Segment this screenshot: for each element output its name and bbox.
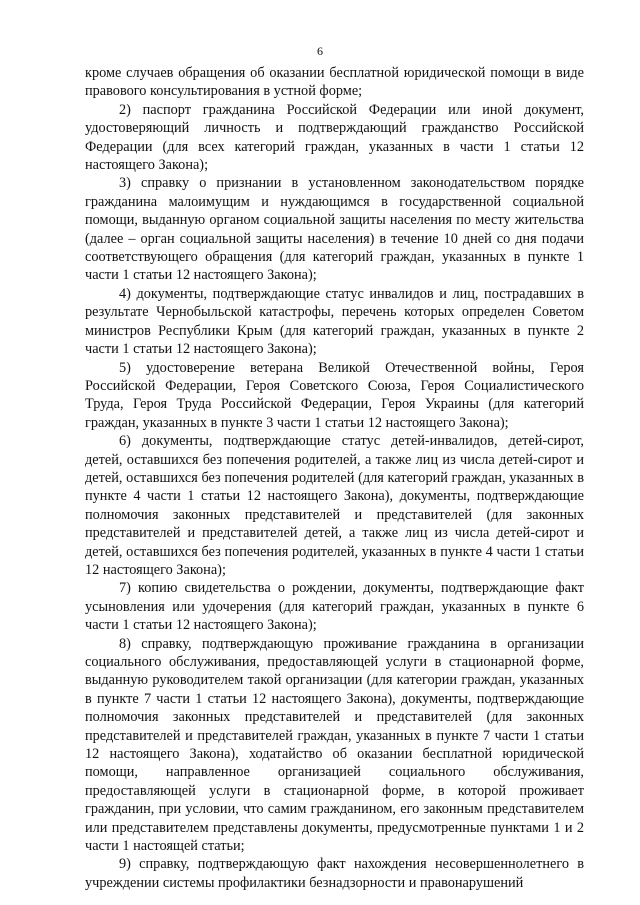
paragraph-item-6: 6) документы, подтверждающие статус детей-инвалидов, детей-сирот, детей, оставшихся без попечения родителей, а также лиц из числа детей-сирот и детей, оставшихся без попечения родителей (для категорий граждан, указанных в пункте 4 части 1 статьи 12 настоящего Закона), документы, подтверждающие полномочия законных представителей и представителей (для законных представителей и представителей детей, а также лиц из числа детей-сирот и детей, оставшихся без попечения родителей, указанных в пункте 4 части 1 статьи 12 настоящего Закона); bbox=[85, 433, 584, 578]
document-body bbox=[85, 64, 584, 892]
paragraph-item-9: 9) справку, подтверждающую факт нахождения несовершеннолетнего в учреждении системы профилактики безнадзорности и правонарушений bbox=[85, 856, 584, 891]
paragraph-item-8: 8) справку, подтверждающую проживание гражданина в организации социального обслуживания, предоставляющей услуги в стационарной форме, выданную руководителем такой организации (для категории граждан, указанных в пункте 7 части 1 статьи 12 настоящего Закона), документы, подтверждающие полномочия законных представителей и представителей (для законных представителей и представителей граждан, указанных в пункте 7 части 1 статьи 12 настоящего Закона), ходатайство об оказании бесплатной юридической помощи, направленное организацией социального обслуживания, предоставляющей услуги в стационарной форме, в которой проживает гражданин, при условии, что самим гражданином, его законным представителем или представителем представлены документы, предусмотренные пунктами 1 и 2 части 1 настоящей статьи; bbox=[85, 635, 584, 855]
paragraph-continuation: кроме случаев обращения об оказании бесплатной юридической помощи в виде правового консультирования в устной форме; bbox=[85, 65, 584, 100]
paragraph-item-7: 7) копию свидетельства о рождении, документы, подтверждающие факт усыновления или удочерения (для категорий граждан, указанных в пункте 6 части 1 статьи 12 настоящего Закона); bbox=[85, 580, 584, 634]
paragraph-item-3: 3) справку о признании в установленном законодательством порядке гражданина малоимущим и нуждающимся в государственной социальной помощи, выданную органом социальной защиты населения по месту жительства (далее – орган социальной защиты населения) в течение 10 дней со дня подачи соответствующего обращения (для категорий граждан, указанных в пункте 1 части 1 статьи 12 настоящего Закона); bbox=[85, 175, 584, 284]
paragraph-item-2: 2) паспорт гражданина Российской Федерации или иной документ, удостоверяющий личность и подтверждающий гражданство Российской Федерации (для всех категорий граждан, указанных в части 1 статьи 12 настоящего Закона); bbox=[85, 101, 584, 174]
page-number: 6 bbox=[317, 44, 323, 58]
paragraph-item-4: 4) документы, подтверждающие статус инвалидов и лиц, пострадавших в результате Чернобыльской катастрофы, перечень которых определен Советом министров Республики Крым (для категорий граждан, указанных в пункте 2 части 1 статьи 12 настоящего Закона); bbox=[85, 285, 584, 358]
paragraph-item-5: 5) удостоверение ветерана Великой Отечественной войны, Героя Российской Федерации, Героя Советского Союза, Героя Социалистического Труда, Героя Труда Российской Федерации, Героя Украины (для категорий граждан, указанных в пункте 3 части 1 статьи 12 настоящего Закона); bbox=[85, 359, 584, 431]
